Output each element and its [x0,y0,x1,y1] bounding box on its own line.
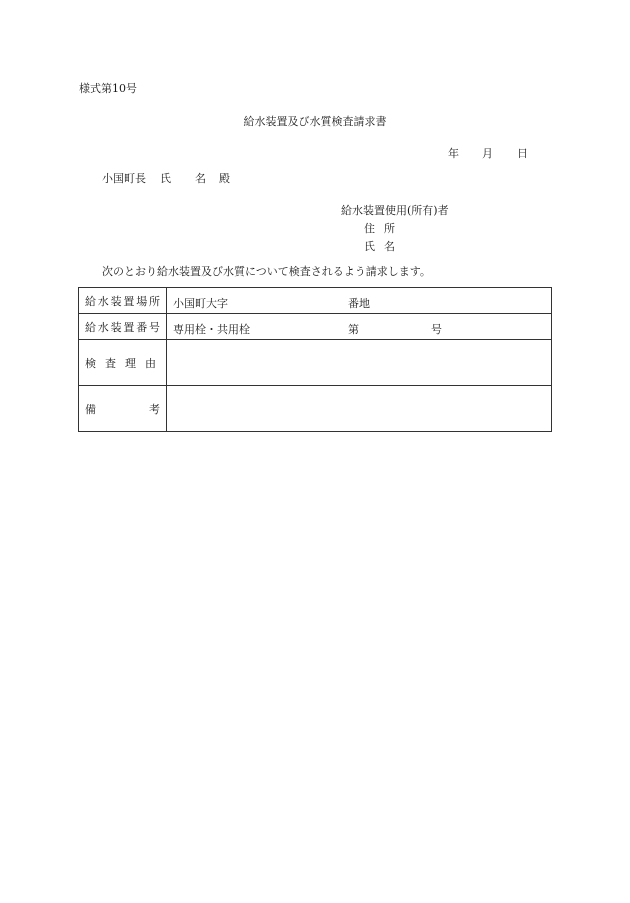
applicant-label: 給水装置使用(所有)者 [341,204,449,217]
addressee-mei: 名 [195,172,206,185]
number-label-cell [79,314,167,340]
tap-type-text: 専用栓・共用栓 [173,322,250,336]
form-number: 様式第10号 [79,82,137,95]
label-char: 番 [136,320,148,334]
table-row-reason [79,340,552,386]
label-char: 所 [148,294,160,308]
label-char: 給 [85,320,96,334]
table-row-location [79,288,552,314]
inspection-form-table [78,287,552,432]
reason-value-field[interactable] [167,340,552,386]
label-char: 検 [85,356,96,370]
addressee-title: 小国町長 [102,172,146,185]
number-go-text: 号 [431,322,442,336]
addressee-honorific: 殿 [219,172,230,185]
remarks-label [85,401,160,417]
remarks-value-field[interactable] [167,386,552,432]
request-statement: 次のとおり給水装置及び水質について検査されるよう請求します。 [102,265,431,278]
label-char: 査 [105,356,116,370]
label-char: 号 [148,320,160,334]
label-char: 場 [136,294,148,308]
label-char: 考 [149,402,160,416]
label-char: 装 [110,294,122,308]
location-value-field[interactable] [167,288,552,314]
document-title: 給水装置及び水質検査請求書 [243,115,387,128]
label-char: 置 [123,320,135,334]
remarks-label-cell [79,386,167,432]
table-row-number [79,314,552,340]
addressee-shi: 氏 [160,172,171,185]
date-year-label: 年 [448,147,459,160]
applicant-address-label: 住所 [364,222,404,235]
label-char: 置 [123,294,135,308]
location-label [85,293,160,309]
number-value-field[interactable] [167,314,552,340]
location-town-text: 小国町大字 [173,296,228,310]
reason-label [85,355,160,371]
label-char: 由 [145,356,156,370]
location-label-cell [79,288,167,314]
label-char: 給 [85,294,96,308]
label-char: 水 [97,294,109,308]
table-row-remarks [79,386,552,432]
label-char: 装 [110,320,122,334]
number-label [85,319,160,335]
reason-label-cell [79,340,167,386]
applicant-name-label: 氏名 [364,240,404,253]
label-char: 水 [97,320,109,334]
label-char: 理 [125,356,136,370]
date-month-label: 月 [482,147,493,160]
label-char: 備 [85,402,96,416]
location-lot-text: 番地 [348,296,370,310]
number-dai-text: 第 [348,322,359,336]
date-day-label: 日 [517,147,528,160]
